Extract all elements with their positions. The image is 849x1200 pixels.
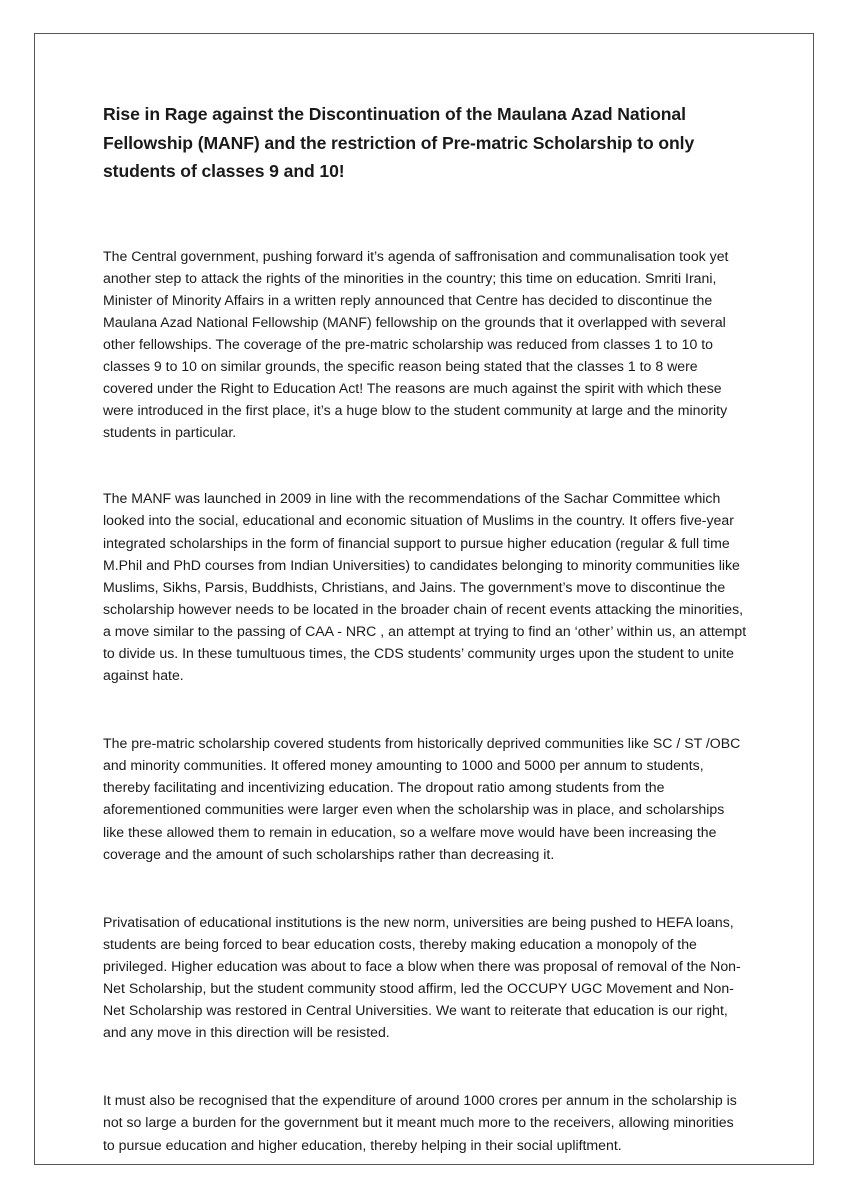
paragraph-agenda: The Central government, pushing forward it’s agenda of saffronisation and communalisation took yet another step to attack the rights of the minorities in the country; this time on education. Smriti Irani, Minister of Minority Affairs in a written reply announced that Centre has decided to discontinue the Maulana Azad National Fellowship (MANF) fellowship on the grounds that it overlapped with several other fellowships. The coverage of the pre-matric scholarship was reduced from classes 1 to 10 to classes 9 to 10 on similar grounds, the specific reason being stated that the classes 1 to 8 were covered under the Right to Education Act! The reasons are much against the spirit with which these were introduced in the first place, it’s a huge blow to the student community at large and the minority students in particular. <box>103 247 729 441</box>
document-title: Rise in Rage against the Discontinuation of the Maulana Azad National Fellowship (MANF) and the restriction of Pre-matric Scholarship to only students of classes 9 and 10! <box>103 104 695 181</box>
paragraph-expenditure: It must also be recognised that the expenditure of around 1000 crores per annum in the scholarship is not so large a burden for the government but it meant much more to the receivers, allowing minorities to pursue education and higher education, thereby helping in their social upliftment. <box>103 1092 737 1153</box>
document-body <box>103 100 749 1156</box>
paragraph-manf-history: The MANF was launched in 2009 in line with the recommendations of the Sachar Committee which looked into the social, educational and economic situation of Muslims in the country. It offers five-year integrated scholarships in the form of financial support to pursue higher education (regular & full time M.Phil and PhD courses from Indian Universities) to candidates belonging to minority communities like Muslims, Sikhs, Parsis, Buddhists, Christians, and Jains. The government’s move to discontinue the scholarship however needs to be located in the broader chain of recent events attacking the minorities, a move similar to the passing of CAA - NRC , an attempt at trying to find an ‘other’ within us, an attempt to divide us. In these tumultuous times, the CDS students’ community urges upon the student to unite against hate. <box>103 490 747 684</box>
paragraph-pre-matric: The pre-matric scholarship covered students from historically deprived communities like SC / ST /OBC and minority communities. It offered money amounting to 1000 and 5000 per annum to students, thereby facilitating and incentivizing education. The dropout ratio among students from the aforementioned communities were larger even when the scholarship was in place, and scholarships like these allowed them to remain in education, so a welfare move would have been increasing the coverage and the amount of such scholarships rather than decreasing it. <box>103 735 741 862</box>
paragraph-privatisation: Privatisation of educational institutions is the new norm, universities are being pushed to HEFA loans, students are being forced to bear education costs, thereby making education a monopoly of the privileged. Higher education was about to face a blow when there was proposal of removal of the Non-Net Scholarship, but the student community stood affirm, led the OCCUPY UGC Movement and Non-Net Scholarship was restored in Central Universities. We want to reiterate that education is our right, and any move in this direction will be resisted. <box>103 913 741 1041</box>
